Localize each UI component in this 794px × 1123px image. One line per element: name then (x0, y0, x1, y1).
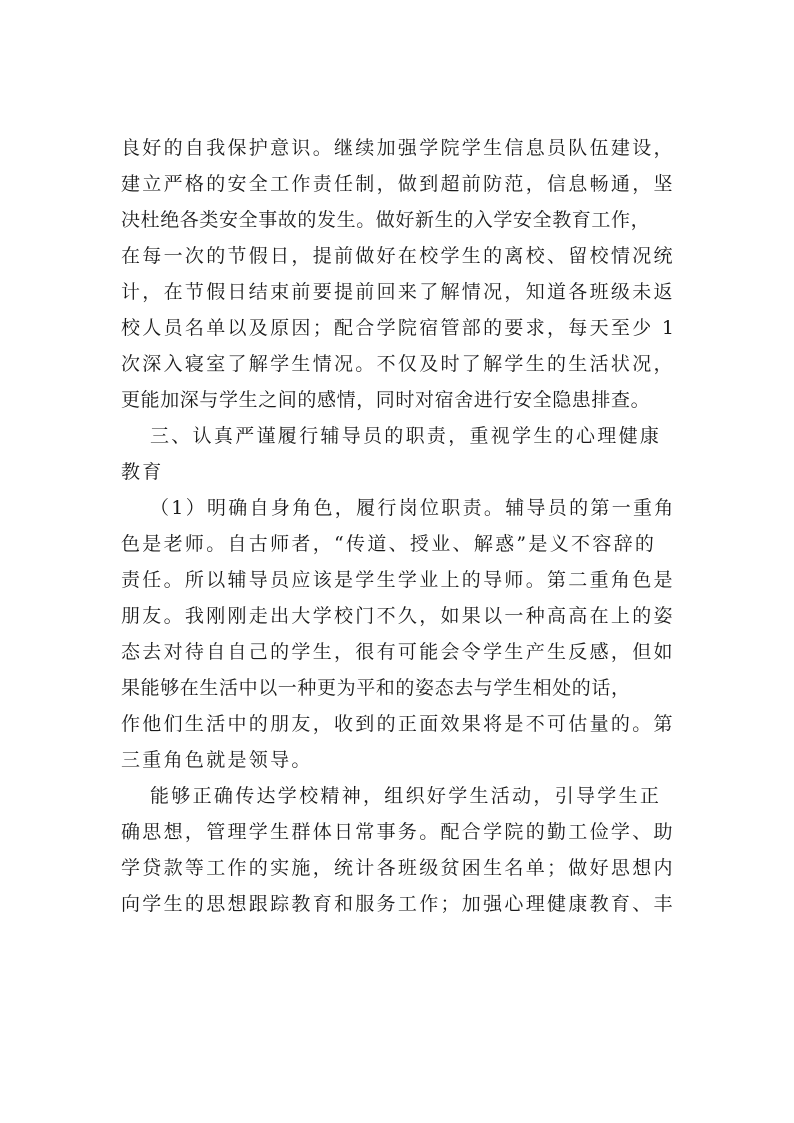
body-text-line: 向学生的思想跟踪教育和服务工作；加强心理健康教育、丰 (121, 893, 675, 915)
body-text-line: 决杜绝各类安全事故的发生。做好新生的入学安全教育工作， (121, 209, 651, 231)
body-text-line: 态去对待自自己的学生，很有可能会令学生产生反感，但如 (121, 641, 675, 663)
body-text-line: 三重角色就是领导。 (121, 749, 313, 771)
body-text-line: 果能够在生活中以一种更为平和的姿态去与学生相处的话， (121, 677, 631, 699)
section-heading-continuation: 教育 (121, 461, 164, 483)
body-text-line: 确思想，管理学生群体日常事务。配合学院的勤工俭学、助 (121, 821, 675, 843)
body-text-line: 良好的自我保护意识。继续加强学院学生信息员队伍建设， (121, 137, 675, 159)
body-text-line: 朋友。我刚刚走出大学校门不久，如果以一种高高在上的姿 (121, 605, 675, 627)
body-text-line: 责任。所以辅导员应该是学生学业上的导师。第二重角色是 (121, 569, 675, 591)
body-text-line: 校人员名单以及原因；配合学院宿管部的要求，每天至少 1 (121, 317, 677, 339)
body-text-line: 在每一次的节假日，提前做好在校学生的离校、留校情况统 (121, 245, 675, 267)
body-text-line: 作他们生活中的朋友，收到的正面效果将是不可估量的。第 (121, 713, 675, 735)
body-text-line: 色是老师。自古师者，“传道、授业、解惑”是义不容辞的 (121, 533, 657, 555)
body-text-line: 次深入寝室了解学生情况。不仅及时了解学生的生活状况， (121, 353, 675, 375)
body-text-line: （1）明确自身角色，履行岗位职责。辅导员的第一重角 (150, 497, 676, 519)
body-text-line: 计，在节假日结束前要提前回来了解情况，知道各班级未返 (121, 281, 675, 303)
body-text-line: 能够正确传达学校精神，组织好学生活动，引导学生正 (150, 785, 662, 807)
body-text-line: 建立严格的安全工作责任制，做到超前防范，信息畅通，坚 (121, 173, 675, 195)
body-text-line: 学贷款等工作的实施，统计各班级贫困生名单；做好思想内 (121, 857, 675, 879)
section-heading: 三、认真严谨履行辅导员的职责，重视学生的心理健康 (150, 425, 662, 447)
body-text-line: 更能加深与学生之间的感情，同时对宿舍进行安全隐患排查。 (121, 389, 651, 411)
